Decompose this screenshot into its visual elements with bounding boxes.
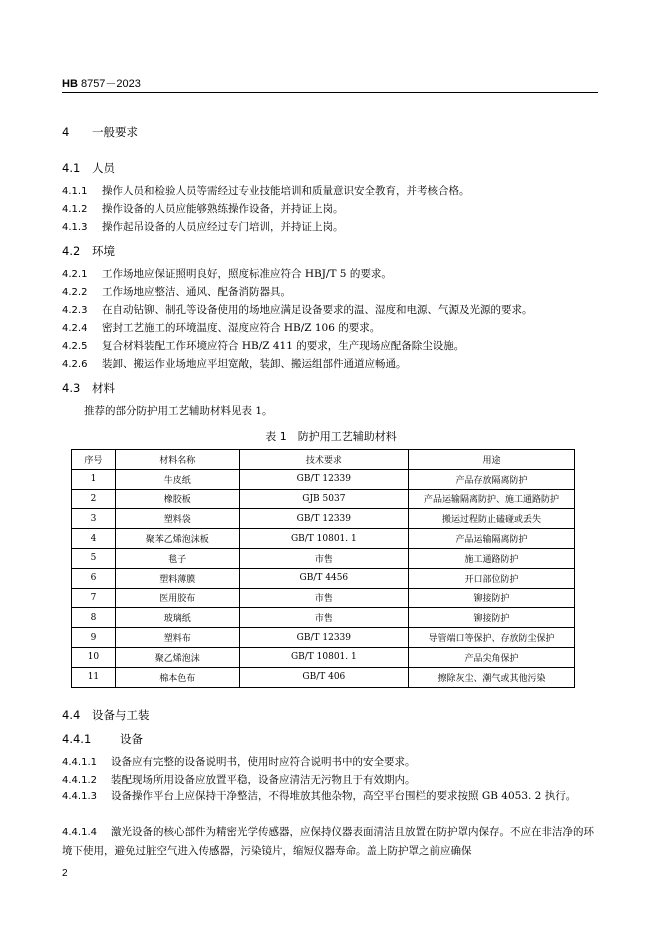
clause-4-4-1-2: 4.4.1.2 装配现场所用设备应放置平稳，设备应清洁无污物且于有效期内。 <box>62 774 416 786</box>
table-cell: GB/T 10801. 1 <box>239 647 409 667</box>
table-cell: GB/T 12339 <box>239 509 409 529</box>
table-cell: 棉本色布 <box>115 667 239 687</box>
clause-4-4-1-1: 4.4.1.1 设备应有完整的设备说明书，使用时应符合说明书中的安全要求。 <box>62 756 416 768</box>
table-cell: 聚乙烯泡沫 <box>115 647 239 667</box>
table-cell: GB/T 12339 <box>239 628 409 648</box>
column-header: 用途 <box>409 450 575 470</box>
table-cell: 聚苯乙烯泡沫板 <box>115 529 239 549</box>
page-number: 2 <box>62 868 68 879</box>
table-cell: 产品运输隔离防护、施工通路防护 <box>409 489 575 509</box>
table-row <box>72 608 575 628</box>
standard-number: 8757－2023 <box>80 78 141 90</box>
table-cell: 市售 <box>239 588 409 608</box>
table-cell: 铆接防护 <box>409 608 575 628</box>
table-cell: 11 <box>72 667 116 687</box>
table-row <box>72 568 575 588</box>
section-4-3-intro: 推荐的部分防护用工艺辅助材料见表 1。 <box>84 405 273 417</box>
table-cell: GB/T 406 <box>239 667 409 687</box>
table-cell: 产品运输隔离防护 <box>409 529 575 549</box>
clause-4-4-1-3: 4.4.1.3 设备操作平台上应保持干净整洁，不得堆放其他杂物，高空平台围栏的要求按照 GB 4053. 2 执行。 <box>62 790 577 802</box>
table-cell: 市售 <box>239 608 409 628</box>
section-4-2-heading: 4.2 环境 <box>62 244 115 258</box>
table-cell: 市售 <box>239 548 409 568</box>
clause-4-1-1: 4.1.1 操作人员和检验人员等需经过专业技能培训和质量意识安全教育，并考核合格。 <box>62 185 470 197</box>
table-cell: 毯子 <box>115 548 239 568</box>
table-cell: 铆接防护 <box>409 588 575 608</box>
table-cell: 5 <box>72 548 116 568</box>
table-row <box>72 469 575 489</box>
section-4-1-heading: 4.1 人员 <box>62 161 115 175</box>
table-header-row <box>72 450 575 470</box>
section-4-heading: 4 一般要求 <box>62 125 138 139</box>
column-header: 序号 <box>72 450 116 470</box>
table-cell: 3 <box>72 509 116 529</box>
table-row <box>72 647 575 667</box>
table-row <box>72 548 575 568</box>
column-header: 材料名称 <box>115 450 239 470</box>
table-cell: GJB 5037 <box>239 489 409 509</box>
section-4-3-heading: 4.3 材料 <box>62 381 115 395</box>
header-rule <box>62 92 598 93</box>
document-header <box>62 75 141 91</box>
section-4-4-1-heading: 4.4.1 设备 <box>62 732 143 746</box>
table-cell: 产品尖角保护 <box>409 647 575 667</box>
table-cell: 牛皮纸 <box>115 469 239 489</box>
table-cell: 塑料袋 <box>115 509 239 529</box>
table-cell: GB/T 4456 <box>239 568 409 588</box>
table-cell: 10 <box>72 647 116 667</box>
clause-4-2-5: 4.2.5 复合材料装配工作环境应符合 HB/Z 411 的要求，生产现场应配备除尘设施。 <box>62 340 465 352</box>
table-cell: 9 <box>72 628 116 648</box>
clause-4-2-6: 4.2.6 装卸、搬运作业场地应平坦宽敞，装卸、搬运组部件通道应畅通。 <box>62 358 407 370</box>
table-cell: 擦除灰尘、潮气或其他污染 <box>409 667 575 687</box>
table-cell: 医用胶布 <box>115 588 239 608</box>
table-cell: GB/T 10801. 1 <box>239 529 409 549</box>
table-cell: 导管端口等保护、存放防尘保护 <box>409 628 575 648</box>
table-cell: 开口部位防护 <box>409 568 575 588</box>
table-row <box>72 529 575 549</box>
table-cell: 8 <box>72 608 116 628</box>
table-cell: 2 <box>72 489 116 509</box>
table-cell: GB/T 12339 <box>239 469 409 489</box>
materials-table <box>71 449 575 688</box>
table-cell: 4 <box>72 529 116 549</box>
table-row <box>72 628 575 648</box>
table-row <box>72 667 575 687</box>
table-row <box>72 489 575 509</box>
clause-4-4-1-4: 4.4.1.4 激光设备的核心部件为精密光学传感器，应保持仪器表面清洁且放置在防护罩内保存。不应在非洁净的环境下使用，避免过脏空气进入传感器，污染镜片，缩短仪器寿命。盖上防护罩之前应确保 <box>62 826 594 857</box>
table-cell: 7 <box>72 588 116 608</box>
table-cell: 1 <box>72 469 116 489</box>
table-cell: 玻璃纸 <box>115 608 239 628</box>
table-cell: 施工通路防护 <box>409 548 575 568</box>
table-cell: 6 <box>72 568 116 588</box>
clause-4-2-1: 4.2.1 工作场地应保证照明良好，照度标准应符合 HBJ/T 5 的要求。 <box>62 268 392 280</box>
clause-4-2-2: 4.2.2 工作场地应整洁、通风、配备消防器具。 <box>62 286 291 298</box>
section-4-4-heading: 4.4 设备与工装 <box>62 708 150 722</box>
table-cell: 塑料布 <box>115 628 239 648</box>
table-cell: 搬运过程防止磕碰或丢失 <box>409 509 575 529</box>
standard-code: HB <box>62 78 78 90</box>
table-1-caption: 表 1 防护用工艺辅助材料 <box>265 430 397 443</box>
table-cell: 橡胶板 <box>115 489 239 509</box>
clause-4-2-4: 4.2.4 密封工艺施工的环境温度、湿度应符合 HB/Z 106 的要求。 <box>62 322 381 334</box>
clause-4-1-2: 4.1.2 操作设备的人员应能够熟练操作设备，并持证上岗。 <box>62 203 344 215</box>
column-header: 技术要求 <box>239 450 409 470</box>
table-cell: 塑料薄膜 <box>115 568 239 588</box>
table-row <box>72 588 575 608</box>
clause-4-1-3: 4.1.3 操作起吊设备的人员应经过专门培训，并持证上岗。 <box>62 221 344 233</box>
table-row <box>72 509 575 529</box>
clause-4-2-3: 4.2.3 在自动钻铆、制孔等设备使用的场地应满足设备要求的温、湿度和电源、气源及光源的要求。 <box>62 304 533 316</box>
table-cell: 产品存放隔离防护 <box>409 469 575 489</box>
